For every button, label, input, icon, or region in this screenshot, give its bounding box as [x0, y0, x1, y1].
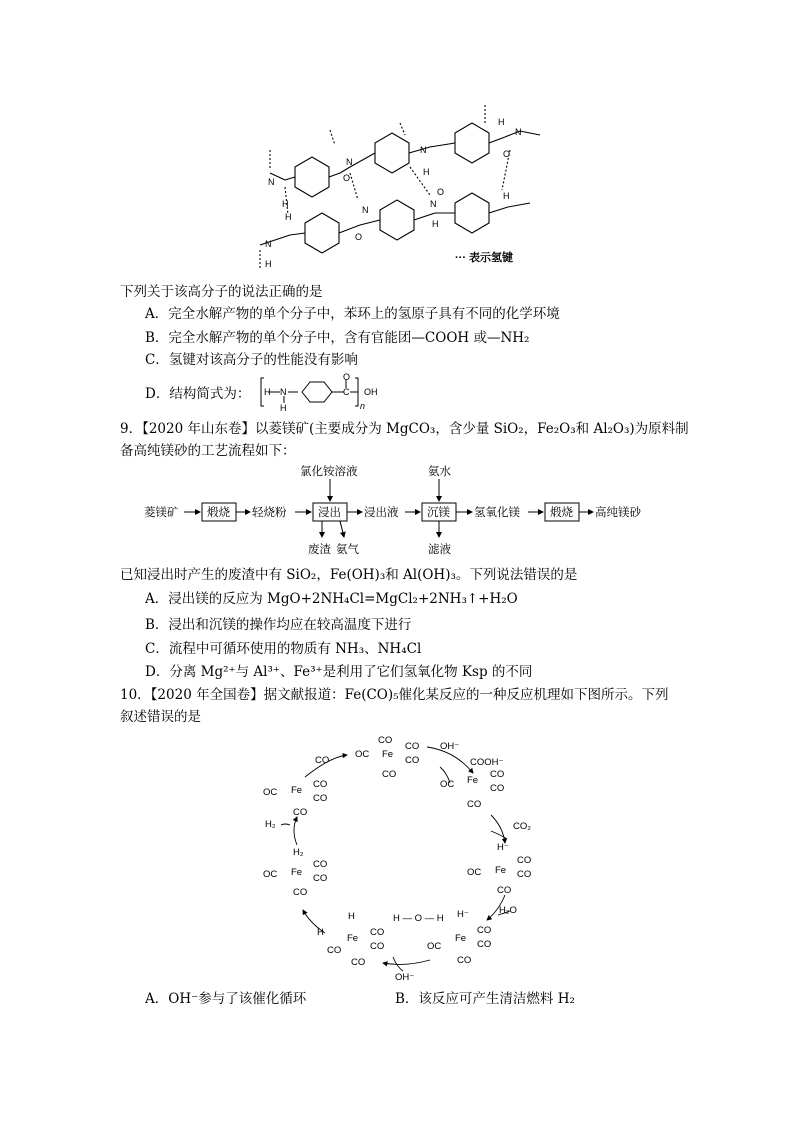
- atom-n: N: [515, 127, 522, 137]
- atom-n: N: [268, 177, 275, 187]
- cycle-h2: H₂: [265, 819, 276, 830]
- cycle-oc: OC: [263, 869, 278, 880]
- cycle-co: CO: [313, 859, 328, 870]
- cycle-oh-minus: OH⁻: [395, 972, 415, 983]
- cycle-co: CO: [327, 945, 342, 956]
- flow-filtrate: 滤液: [428, 544, 451, 556]
- cycle-h-o-h: H — O — H: [393, 913, 444, 924]
- q9-stem-line2: 备高纯镁砂的工艺流程如下：: [120, 443, 296, 459]
- cycle-fe: Fe: [382, 749, 394, 760]
- formula-n-subscript: n: [360, 401, 366, 411]
- atom-o: O: [343, 173, 351, 183]
- cycle-fe: Fe: [291, 785, 303, 796]
- cycle-h2o: H₂O: [499, 905, 517, 916]
- atom-o: O: [437, 187, 445, 197]
- flow-leach: 浸出: [318, 507, 341, 519]
- flow-calcine-1: 煅烧: [207, 507, 230, 519]
- atom-o: O: [355, 232, 363, 242]
- q9-known: 已知浸出时产生的废渣中有 SiO₂，Fe(OH)₃和 Al(OH)₃。下列说法错误的是: [120, 567, 578, 583]
- q8-option-d: D．结构简式为：: [145, 386, 251, 402]
- q9-option-d: D．分离 Mg²⁺与 Al³⁺、Fe³⁺是利用了它们氢氧化物 Ksp 的不同: [145, 664, 533, 680]
- flow-gas: 氨气: [336, 544, 359, 556]
- cycle-fe: Fe: [455, 933, 467, 944]
- flow-leach-liquid: 浸出液: [364, 507, 399, 519]
- cycle-fe: Fe: [467, 775, 479, 786]
- flow-product: 高纯镁砂: [595, 507, 641, 519]
- formula-h-below: H: [280, 403, 287, 413]
- cycle-cooh-minus: COOH⁻: [470, 757, 504, 768]
- q10-catalytic-cycle: [255, 735, 555, 985]
- q9-option-a: A．浸出镁的反应为 MgO+2NH₄Cl=MgCl₂+2NH₃↑+H₂O: [145, 591, 518, 607]
- formula-h: H: [264, 387, 271, 397]
- cycle-oc: OC: [427, 941, 442, 952]
- cycle-h2: H₂: [293, 847, 304, 858]
- flow-reagent-1: 氯化铵溶液: [300, 466, 358, 478]
- cycle-co2: CO₂: [513, 821, 531, 832]
- cycle-h-minus: H⁻: [497, 842, 509, 853]
- q8-option-a: A．完全水解产物的单个分子中，苯环上的氢原子具有不同的化学环境: [145, 306, 560, 322]
- flow-start: 菱镁矿: [144, 507, 179, 519]
- cycle-co: CO: [405, 741, 420, 752]
- hydrogen-bond-legend: ··· 表示氢键: [455, 252, 514, 264]
- q9-process-flow: [140, 465, 660, 560]
- q9-option-b: B．浸出和沉镁的操作均应在较高温度下进行: [145, 617, 412, 633]
- q8-structure-formula: [258, 372, 378, 414]
- atom-h: H: [282, 199, 289, 209]
- atom-n: N: [430, 199, 437, 209]
- cycle-co: CO: [313, 779, 328, 790]
- atom-n: N: [420, 145, 427, 155]
- atom-h: H: [285, 212, 292, 222]
- atom-h: H: [503, 191, 510, 201]
- cycle-h: H: [348, 911, 355, 922]
- cycle-co: CO: [497, 885, 512, 896]
- cycle-co: CO: [293, 887, 308, 898]
- atom-h: H: [432, 219, 439, 229]
- flow-reagent-2: 氨水: [428, 466, 451, 478]
- q9-stem-line1: 9．【2020 年山东卷】以菱镁矿(主要成分为 MgCO₃，含少量 SiO₂，Fe₂O₃和 Al₂O₃)为原料制: [120, 421, 689, 437]
- cycle-fe: Fe: [495, 865, 507, 876]
- q10-stem-line1: 10．【2020 年全国卷】据文献报道：Fe(CO)₅催化某反应的一种反应机理如下图所示。下列: [120, 687, 669, 703]
- flow-light-powder: 轻烧粉: [252, 507, 287, 519]
- cycle-co: CO: [467, 799, 482, 810]
- cycle-co: CO: [378, 735, 393, 746]
- q8-option-b: B．完全水解产物的单个分子中，含有官能团—COOH 或—NH₂: [145, 330, 530, 346]
- formula-c: C: [343, 387, 350, 397]
- cycle-co: CO: [370, 941, 385, 952]
- q8-stem: 下列关于该高分子的说法正确的是: [120, 284, 323, 300]
- q10-stem-line2: 叙述错误的是: [120, 709, 201, 725]
- cycle-oc: OC: [467, 867, 482, 878]
- cycle-co: CO: [490, 783, 505, 794]
- cycle-co: CO: [477, 939, 492, 950]
- flow-calcine-2: 煅烧: [550, 507, 573, 519]
- flow-waste: 废渣: [308, 544, 331, 556]
- cycle-oc: OC: [440, 779, 455, 790]
- cycle-co: CO: [517, 869, 532, 880]
- cycle-co: CO: [315, 755, 330, 766]
- cycle-co: CO: [351, 957, 366, 968]
- cycle-co: CO: [457, 955, 472, 966]
- atom-n: N: [362, 205, 369, 215]
- cycle-co: CO: [313, 793, 328, 804]
- cycle-h: H: [317, 927, 324, 938]
- atom-n: N: [265, 239, 272, 249]
- q8-option-c: C．氢键对该高分子的性能没有影响: [145, 352, 358, 368]
- atom-n: N: [346, 157, 353, 167]
- formula-oh: OH: [364, 387, 378, 397]
- cycle-oc: OC: [263, 787, 278, 798]
- q10-option-b: B．该反应可产生清洁燃料 H₂: [395, 991, 575, 1007]
- q10-option-a: A．OH⁻参与了该催化循环: [145, 991, 307, 1007]
- atom-h: H: [265, 259, 272, 269]
- flow-hydroxide: 氢氧化镁: [474, 507, 520, 519]
- atom-o: O: [503, 149, 511, 159]
- cycle-fe: Fe: [291, 867, 303, 878]
- cycle-co: CO: [370, 927, 385, 938]
- cycle-co: CO: [405, 755, 420, 766]
- polymer-hydrogen-bond-figure: [240, 95, 560, 275]
- cycle-co: CO: [293, 807, 308, 818]
- flow-precip: 沉镁: [427, 507, 450, 519]
- cycle-oh-minus: OH⁻: [440, 741, 460, 752]
- cycle-co: CO: [477, 925, 492, 936]
- atom-h: H: [423, 167, 430, 177]
- cycle-co: CO: [382, 769, 397, 780]
- cycle-co: CO: [313, 873, 328, 884]
- cycle-h-minus: H⁻: [457, 909, 469, 920]
- cycle-co: CO: [517, 855, 532, 866]
- formula-o: O: [343, 372, 351, 382]
- cycle-co: CO: [490, 769, 505, 780]
- cycle-fe: Fe: [347, 933, 359, 944]
- formula-n: N: [280, 387, 287, 397]
- q9-option-c: C．流程中可循环使用的物质有 NH₃、NH₄Cl: [145, 641, 422, 657]
- atom-h: H: [498, 117, 505, 127]
- cycle-oc: OC: [355, 749, 370, 760]
